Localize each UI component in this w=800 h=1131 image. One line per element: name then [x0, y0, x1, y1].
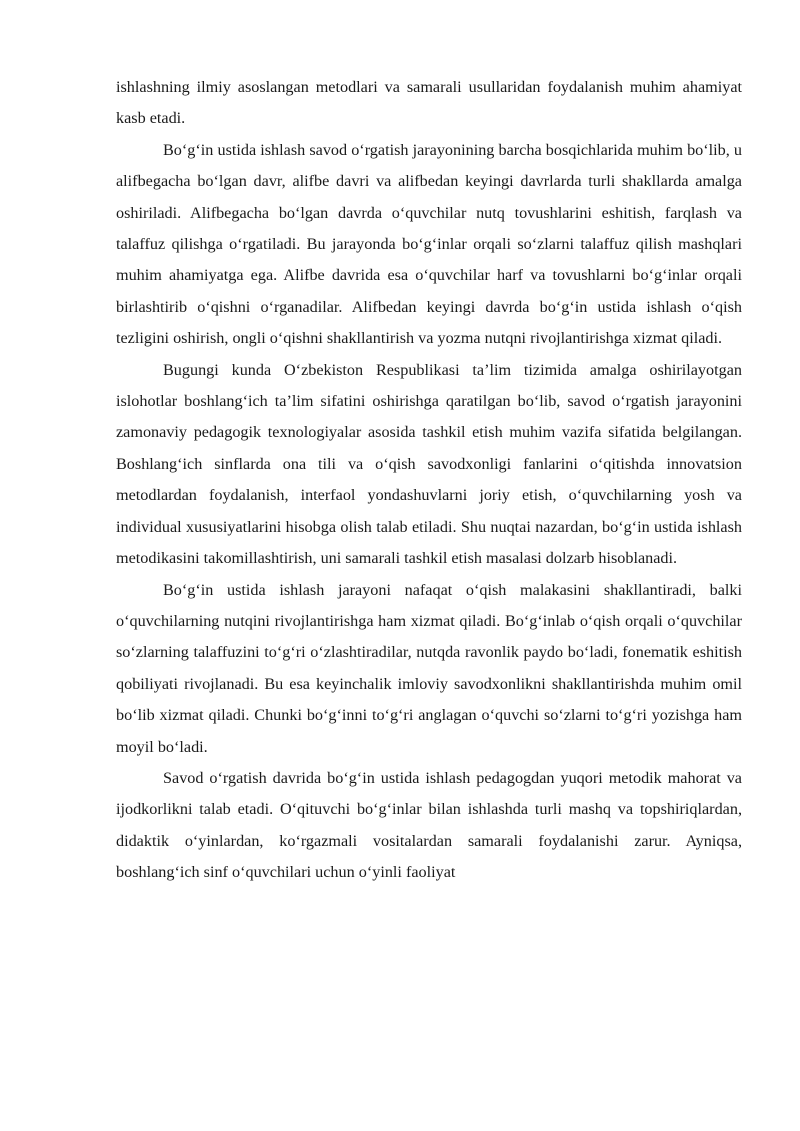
paragraph-speech-development: Bo‘g‘in ustida ishlash jarayoni nafaqat o‘qish malakasini shakllantiradi, balki o‘quvchilarning nutqini rivojlantirishga ham xizmat qiladi. Bo‘g‘inlab o‘qish orqali o‘quvchilar so‘zlarning talaffuzini to‘g‘ri o‘zlashtiradilar, nutqda ravonlik paydo bo‘ladi, fonematik eshitish qobiliyati rivojlanadi. Bu esa keyinchalik imloviy savodxonlikni shakllantirishda muhim omil bo‘lib xizmat qiladi. Chunki bo‘g‘inni to‘g‘ri anglagan o‘quvchi so‘zlarni to‘g‘ri yozishga ham moyil bo‘ladi.: [116, 580, 742, 756]
document-body: [116, 72, 742, 889]
paragraph-continuation: ishlashning ilmiy asoslangan metodlari va samarali usullaridan foydalanish muhim ahamiyat kasb etadi.: [116, 78, 742, 128]
paragraph-teacher-skills: Savod o‘rgatish davrida bo‘g‘in ustida ishlash pedagogdan yuqori metodik mahorat va ijodkorlikni talab etadi. O‘qituvchi bo‘g‘inlar bilan ishlashda turli mashq va topshiriqlardan, didaktik o‘yinlardan, ko‘rgazmali vositalardan samarali foydalanishi zarur. Ayniqsa, boshlang‘ich sinf o‘quvchilari uchun o‘yinli faoliyat: [116, 768, 742, 882]
paragraph-syllable-stages: Bo‘g‘in ustida ishlash savod o‘rgatish jarayonining barcha bosqichlarida muhim bo‘lib, u alifbegacha bo‘lgan davr, alifbe davri va alifbedan keyingi davrlarda turli shakllarda amalga oshiriladi. Alifbegacha bo‘lgan davrda o‘quvchilar nutq tovushlarini eshitish, farqlash va talaffuz qilishga o‘rgatiladi. Bu jarayonda bo‘g‘inlar orqali so‘zlarni talaffuz qilish mashqlari muhim ahamiyatga ega. Alifbe davrida esa o‘quvchilar harf va tovushlarni bo‘g‘inlar orqali birlashtirib o‘qishni o‘rganadilar. Alifbedan keyingi davrda bo‘g‘in ustida ishlash o‘qish tezligini oshirish, ongli o‘qishni shakllantirish va yozma nutqni rivojlantirishga xizmat qiladi.: [116, 140, 742, 348]
paragraph-education-reforms: Bugungi kunda O‘zbekiston Respublikasi ta’lim tizimida amalga oshirilayotgan islohotlar boshlang‘ich ta’lim sifatini oshirishga qaratilgan bo‘lib, savod o‘rgatish jarayonini zamonaviy pedagogik texnologiyalar asosida tashkil etish muhim vazifa sifatida belgilangan. Boshlang‘ich sinflarda ona tili va o‘qish savodxonligi fanlarini o‘qitishda innovatsion metodlardan foydalanish, interfaol yondashuvlarni joriy etish, o‘quvchilarning yosh va individual xususiyatlarini hisobga olish talab etiladi. Shu nuqtai nazardan, bo‘g‘in ustida ishlash metodikasini takomillashtirish, uni samarali tashkil etish masalasi dolzarb hisoblanadi.: [116, 360, 742, 568]
